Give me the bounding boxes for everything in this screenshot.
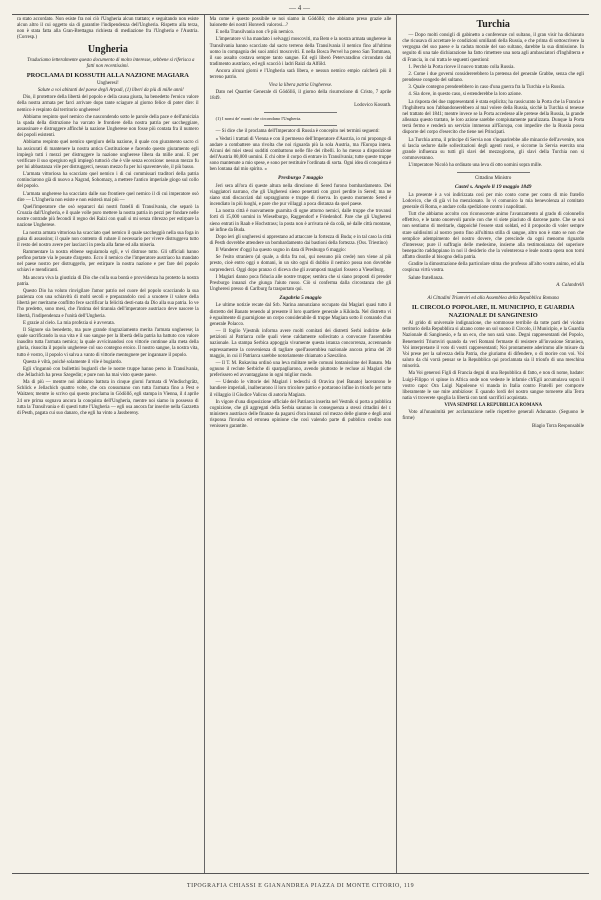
paragraph: L'armata vittoriosa ha scacciato quel nemico i di cui commissari traditori della patria cominciarono già di nuovo a Nagrad, Sohomazy, a mettere l'antico imperiale giogo sul collo del popolo. bbox=[17, 172, 199, 190]
appeal-cheer: VIVA SEMPRE LA REPUBBLICA ROMANA bbox=[444, 403, 543, 409]
columns-container bbox=[12, 14, 589, 873]
signature: Lodovico Kossuth. bbox=[354, 103, 392, 109]
paragraph: Quell'imperatore che osò separarci dai nostri fratelli di Transilvania, che separò la Croazia dall'Ungheria, e il quale volle puro mettere la nostra patria in pezzi per fondare nelle nostre contrade più fecondi il regno dei Raizi con quali si mi senza ribrezzo per estirpare la nazione Ungherese. bbox=[17, 204, 199, 229]
editor-signature: Biagio Torra Responsabile bbox=[532, 423, 585, 429]
paragraph: Ancora alcuni giorni e l'Ungheria sarà libera, e nessun nemico empio calcherà più il terreno patrio. bbox=[209, 69, 392, 81]
letter-header: Cittadino Ministro bbox=[475, 176, 512, 182]
dateline-presburgo: Presburgo 7 maggio bbox=[278, 175, 323, 182]
paragraph: L'imperatore Nicolò ha ordinato una leva di otto uomini sopra mille. bbox=[408, 163, 543, 169]
paragraph: Egli s'ingannò con bullettini bugiardi che le nostre truppe hanno perso in Transilvania, che Jellachich ha preso Szegedin; e pure non ha mai visto queste paese. bbox=[17, 366, 199, 378]
paragraph: Le ultime notizie recate dal Srb. Narina annunziano occupato dai Magiari quasi tutto il distretto del Banato tenendo al presente il loro quartiere generale a Kikinda. Nel distretto vi è egualmente di guarnigione un corpo considerabile di truppe Magiara sotto il comando d'un generale Polacco. bbox=[209, 303, 392, 327]
paragraph: In vigore d'una disposizione ufficiale del Patriarca inserita nel Vestnik si porta a pubblica cognizione, che gli aggregati della Serbia saranno in conseguenza a stessi cittadini del r. ministero austriaco delle finanze da pagarsi d'ora innanzi col mezzo delle giunte e degli anni risponsa l'invalsa ed erronea opinione che così valendo parte di pubblico credito non venissero garantite. bbox=[209, 399, 392, 430]
paragraph: 4. Sia dove, in questo caso, si estenderebbe la loro azione. bbox=[408, 92, 522, 98]
paragraph: Abbiamo respinto quel nemico che nascondendo sotto le parole della pace e dell'amicizia la spada della distruzione ha varcato le frontiere della nostra patria per saccheggiare, assassinare e distruggere affinchè la nazione Ungherese non fosse più contata fra il numero dei popoli esistenti. bbox=[17, 114, 199, 139]
paragraph: Abbiamo respinto quel nemico spergiuro della nazione, il quale con giuramento sacro ci ha assicurati di mantenere la nostra antica Costituzione e facendo questo giuramento egli impiegò tutti i mezzi per distruggere la nazione ungherese libera da mille anni. E per verificare il suo spergiuro egli impiegò tuttociò che è vile senza eccezione: nessun mezzo fu per lui abbastanza vile per distruggerci, nessun mezzo fu per lui spaventevole, il più basso. bbox=[17, 140, 199, 170]
paragraph: I Magiari danno poca fiducia alle nostre truppe; sembra che si siano proposti di prender Presburgo innanzi che giunga l'aiuto russo. Ciò si conferma dalla circostanza che gli Ungheresi presso di Carlburg fa trasportato qui. bbox=[209, 274, 392, 293]
paragraph: Se l'esito straniero (al quale, a dirla fra noi, qui nessuno più crede) non viene al più presto, cioè entro oggi o domani, in un sito ogni di dubbio il nemico possa non dovrebbe sorprenderci. Oggi dopo pranzo ci diceva che gli avamposti magiari fossero a Vieselburg. bbox=[209, 255, 392, 273]
letter-signature: A. Calandrelli bbox=[556, 282, 585, 288]
paragraph: La presente è a voi indirizzata così per mio conto come per conto di mio fratello Lodovico, che di già vi ho menzionato. Io vi comunico la mia benevolenza al comitato generale di Roma, e andare colla spedizione contro i napolitani. bbox=[402, 192, 585, 210]
paragraph: Dopo ieri gli ungheresi si apprestano ad attaccare la fortezza di Buda; e in tal caso la città di Pesth dovrebbe attendere un bombardamento dai bastioni della fortezza. (Oss. Triestino) bbox=[209, 234, 392, 246]
paragraph: Salute fratellanza. bbox=[408, 275, 444, 281]
paragraph: Al grido di universale indignazione, che sommosse terribile da tutte parti del violato territorio della Repubblica si alzano come un sol suono il Circolo, il Municipio, e la Guardia Nazionale di Sanginesio, e fa un eco, che non sarà vano. Degni rappresentanti del Popolo, Benemeriti Triumviri quando da veri Romani fermaste di resistere all'invasione Straniera, Voi interpretaste il voto di vostri rappresentanti; Noi prontamente aderimmo alle misure da Voi prese per la salvezza della Patria, che giuriamo di difendere, o di morire con voi. Voi saluto da chi vorrà pensar se la Repubblica qui proclamata sia il trionfo di una meschina minorità. bbox=[402, 321, 585, 370]
paragraph: 3. Quale contegno prenderebbero in caso d'una guerra fra la Turchia e la Russia. bbox=[408, 85, 565, 91]
paragraph: L'armata ungherese ha scacciato dalle suo frontiere quel nemico il di cui imperatore osò dire — L'Ungheria non esiste e non esisterà mai più — bbox=[17, 191, 199, 203]
section-title-turchia: Turchia bbox=[476, 19, 510, 30]
paragraph: — Udendo le vittorie dei Magiari i tedeschi di Oravica (nel Banato) lacerarono le bandiere imperiali, inalberarono il loro tricolore patrio e portarono infine in trionfo per tutto il villaggio il Giudice Valicus di autoria Magiara. bbox=[209, 380, 392, 398]
printer-footer: TIPOGRAFIA CHIASSI E GIANANDREA PIAZZA DI MONTE CITORIO, 119 bbox=[12, 873, 589, 898]
paragraph: — Il T. M. Rukavina ordinò una leva militare nelle comuni lontanissime del Banato. Ma ognuno il reclute Serbiche di sparpagliarono, avendo piuttosto le recluse ai Magiari che preferissero ed avvantaggiano in ogni miglior modo. bbox=[209, 360, 392, 379]
paragraph: Jeri sera all'ora di queste altura nella direzione di Sered furono bombardamento. Dei viaggiatori narrano, che gli Ungheresi sieno penetrati con gravi perdite in Sered; ma ne siano stati discacciati dal sopraggiunto e truppe di riserva. In questo momento Sered è incendiato in più luoghi, e pare che pur villaggi a poca distanza da quel paese. bbox=[209, 183, 392, 208]
letter-dateline: Castel s. Angelo li 19 maggio 1849 bbox=[454, 184, 532, 191]
paragraph: L'imperatore vi ha mandato i selvaggi moscoviti, ma Bem e la nostra armata ungherese in Transilvania hanno scacciato dal sacro terreno della Transilvania il nemico fino all'ultimo uomo in compagnia dei suoi amici moscoviti. E nella Bosca Pervel ha preso San Tommaso, il suo assalto costava sempre tanto sangue. Ed egli liberò Petervaradino circondato dal tradimento austriaco, ed egli scacciò i ladri Raizi da Alföld. bbox=[209, 37, 392, 68]
paragraph: 1. Perchè la Porta riceve il nuovo trattato colla Russia. bbox=[408, 64, 515, 70]
separator bbox=[457, 292, 530, 293]
paragraph: 2. Come i due governi considererebbero la pretensa del generale Grabbe, senza che egli prendesse congedo del sultano. bbox=[402, 71, 585, 84]
intro-text: ra stato accordato. Non esiste fra noi ciò l'Ungheria alcun trattato; e seguitando non esiste alcun altro il cui oggetto sia di garantire l'indipendenza dell'Ungheria. Rispetto alla terza, non è stata fatta alla Gran-Brettagna richiesta di mediazione fra l'Ungheria e l'Austria. (Corresp.) bbox=[17, 17, 199, 41]
section-title-ungheria: Ungheria bbox=[87, 43, 128, 55]
separator bbox=[264, 125, 337, 126]
paragraph: E nella Transilvania non c'è più nemico. bbox=[215, 30, 295, 36]
appeal-closing: Voto all'unanimità per acclamazione nelle rispettive generali Adunanze. (Seguono le firme) bbox=[402, 410, 585, 422]
dateline-zagabria: Zagabria 5 maggio bbox=[279, 295, 322, 302]
separator bbox=[457, 172, 530, 173]
paragraph: Dio, il protettore della libertà del popolo e della causa giusta, ha benedetto l'eroico valore della nostra armata per farci arrivare dopo tante sciagure al giorno felice di poter dire: il nemico è respinto dal territorio ungherese! bbox=[17, 95, 199, 113]
page-number: — 4 — bbox=[289, 4, 310, 12]
paragraph: Gradite la dimostrazione della particolare stima che professo all'alto vostro animo, ed alla cospicua virtù vostra. bbox=[402, 262, 585, 274]
paragraph: Ma di più — mentre noi abbiamo battuta in cinque giorni l'armata di Windischgrätz, Schlick e Jellachich quattro volte, che ora consumano con tutta l'armata fino a Pest e Waitzen; mentre io scrivo qui questo proclama in Gödöllő, egli stampa in Vienna, il 4 aprile 24 ore prima sognava ancora la conquista dell'Ungheria, mentre noi siamo in possesso di tutta la Transilvania e di questi tutte l'Ungheria — egli osa ancora far inserire nella Gazzetta di Pesth, pagata cui suo danaro, che egli ha vinto a Jassbereny. bbox=[17, 380, 199, 416]
paragraph: La risposta dei due rappresentanti è stata esplicita; ha rassicurato la Porta che la Francia e l'Inghilterra non l'abbandonerebbero al mal volere della Russia, sicchè la Turchia si tenesse nel trattato del 1841; mentre invece se la Porta accedesse alle pretese della Russia, la grande alleanza questo trattato, le loro azione sarebbe compiutamente paralizzata. Dunque la Porta terrà fermo e renderà un servizio immenso all'Europa, con impedire che la Russia possa disporre del corpo d'esercito che tiene nei Principati. bbox=[402, 99, 585, 136]
salutation-sub: Salute a voi abitanti del paese degli Arpadi, (1) liberi da più di mille anni! bbox=[37, 88, 184, 94]
paragraph: Il Signore sia benedetto, ma pure grande ringraziamento merita l'armata ungherese; la quale sacrificando la sua vita e il suo sangue per la libertà della patria ha battuto con valore inaudito tutta l'armata nemica; la quale avvicinandosi con vittorie continue alla meta della gloria, risuscita il popolo ungherese col suo contegno eroico. Il nostro sangue, la nostra vita, tutto è vostro, il popolo vi salva a vanto di vittorie mentognere per ingannare il popolo. bbox=[17, 327, 199, 358]
paragraph: E grazie al cielo. La mia profezia si è avverata. bbox=[23, 320, 115, 326]
paragraph: La nostra città è nuovamente guarnita di ogne attorno nemici, dalle truppe che trovansi forti di 15,000 uomini in Wieselburgo, Raggendorf e Friedenhof. Pare che gli Ungheresi sieno entrati in Raab e Hochstrass; la posta non è arrivata nè da colà, nè dalle città montane, nè infine da Buda. bbox=[209, 209, 392, 233]
column-1 bbox=[12, 15, 204, 873]
paragraph: Dato nel Quartier Generale di Gödöllő, il giorno della risurrezione di Cristo, 7 aprile 1849. bbox=[209, 89, 392, 101]
paragraph: Questa è viltà, poichè solamente il vile è bugiardo. bbox=[23, 359, 123, 365]
paragraph: « Veduti i trattati di Vienna e con il permesso dell'Imperatore d'Austria, io mi propongo di andare a combattere una rivolta che noi riguarda più la sola Austria, ma l'Europa intera. Alcuni dei miei stessi sudditi combattono nelle file dei ribelli. Io ho messo a disposizione dell'Austria 80,000 uomini. E chi oltre il corpo di entrare in Transilvania; tutte queste truppe sono mantenute a mio spese, e sono per restituire l'ordinata di sorta. Ogni idea di conquista è ben lontana dal mio spirito. » bbox=[209, 136, 392, 173]
paragraph: Viva la libera patria Ungherese. bbox=[268, 82, 333, 88]
column-2 bbox=[204, 15, 397, 873]
appeal-header: Ai Cittadini Triumviri ed alla Assemblea della Repubblica Romana bbox=[427, 295, 559, 301]
appeal-title: IL CIRCOLO POPOLARE, IL MUNICIPIO, E GUARDIA NAZIONALE DI SANGINESIO bbox=[411, 304, 575, 320]
translation-note: Traduciamo letteralmente questo documento di molto interesse, sebbene si riferisca a fatti non recentissimi. bbox=[27, 57, 195, 69]
paragraph: Ma come è questo possibile se noi siamo in Gödöllő; che abbiamo preso grazie alle baionette dei nostri Honvedi valorosi...? bbox=[209, 17, 392, 29]
column-3 bbox=[396, 15, 589, 873]
paragraph: Tutt che abbiamo accolto con riconoscente animo l'avanzamento al grado di colonnello effettivo, e le tanto onorevoli parole con che vi siete piaciuto di darcene parte. Che se noi non sentiamo di meritarle, dappoichè l'essere stati soldati, ed il proposito di voler sempre stare saldissimi al nostro posto fino all'ultima stilla di sangue, altro non è stato se non che semplice adempimento del nostro dovere, che prescinde da ogni menomo riguardo d'interesse; pure il suffragio delle medesime, insieme alla testimonianza del superiore benepacito raddoppiano in noi il desiderio che la volenterosa e leale nostra opera non torni affatto disutile al bisogno della patria. bbox=[402, 212, 585, 261]
paragraph: La Turchia arma, il principe di Servia non s'inquarirebbe alle minaccie dell'avvenire, non si lascia sedurre dalle sollecitazioni degli agenti russi, e siccome la Servia esercita una grande influenza su tutti gli slavi del mezzogiorno, gli slavi della Turchia non si commoveranno. bbox=[402, 137, 585, 161]
footnote: (1) I nomi de' monti che circondano l'Ungheria. bbox=[215, 116, 302, 122]
paragraph: Rammentare la nostra ebbene seguiamola egli, e vi distruse tutto. Gli ufficiali hanno perfino portate via le posate d'argento. Ecco il nemico che l'imperatore austriaco ha mandato nel paese nostro per distruggerlo, per estirpare la nostra nazione e per fare del popolo schiavi e mendicanti. bbox=[17, 250, 199, 274]
paragraph: — Si dice che il proclama dell'Imperator di Russia è concepito nei termini seguenti: bbox=[215, 129, 380, 135]
paragraph: Ma ancora viva la giustizia di Dio che colla sua bontà e provvidenza ha protetto la nostra patria. bbox=[17, 275, 199, 287]
salutation: Ungheresi! bbox=[96, 80, 119, 86]
paragraph: La nostra armata vittoriosa ha scacciato quel nemico il quale saccheggiò nella sua foga in guisa di assassino; il quale non contento di rubare il necessario per vivere distruggeva tutto il resto del nostro avere per lasciarci in preda alla fame ed alla miseria. bbox=[17, 230, 199, 248]
paragraph: Ma Voi generosi Figli di Francia degni di una Repubblica di fatto, e non di nome, badate: Luigi-Filippo vi spinse in Africa onde non vedeste le infamie ch'Egli accumulava sopra il vostro capo: Ora Luigi Napoleone vi manda in Italia contro Fratelli per comporre liberamente le sue mire ambiziose: E quando lordi del nostro sangue tornerete alla Terra natia vi troverete spoglia la libertà con tanti sacrificii acquistata. bbox=[402, 371, 585, 401]
paragraph: — Dopo molti consigli di gabinetto a conferenze col sultano, il gran visir ha dichiarato che ricusava di accettare le condizioni umilianti della Russia, e che prima di sottoscrivere la vergogna del suo paese e la caduta morale del suo sultano, darebbe la sua dimissione. In seguito di una tale dichiarazione ha fatto rimettere una nota agli ambasciatori d'Inghilterra e di Francia, in cui tratta le seguenti questioni: bbox=[402, 33, 585, 63]
paragraph: Questo Dio ha voluto rinvigilare l'amor patrio nel cuore del popolo scacciando la sua pazienza con una schiavitù di molti secoli e preparandolo così a scuotere il valore della libertà per meritarne conflitto fece sacrificar la felicità desti-nata da Dio alla sua patria. Io ve l'ho predetto, sono mesi, che l'intima del tirannia dell'imperatore austriaco deve nascere la libertà, l'indipendenza e l'unità dell'Ungheria. bbox=[17, 288, 199, 319]
paragraph: Il Wanderer d'oggi ha questo sogno in data di Presburgo 6 maggio: bbox=[215, 248, 346, 254]
proclamation-title: PROCLAMA DI KOSSUTH ALLA NAZIONE MAGIARA bbox=[26, 71, 189, 79]
paragraph: — Il foglio Vjestnik informa avere molti comitati dei distretti Serbi indiritte delle petizioni al Patriarca colle quali viene caldamente sollecitato a convocare l'assemblea nazionale. La stampa Serbica appoggia vivamente questa istanza concorrenza, accennando espressamente la convenienza di tagliare quell'assemblea nazionale ancora prima del 20 maggio, in cui il Patriarca sarebbe notoriamente chiamato a Szeszlino. bbox=[209, 329, 392, 359]
separator bbox=[264, 112, 337, 113]
